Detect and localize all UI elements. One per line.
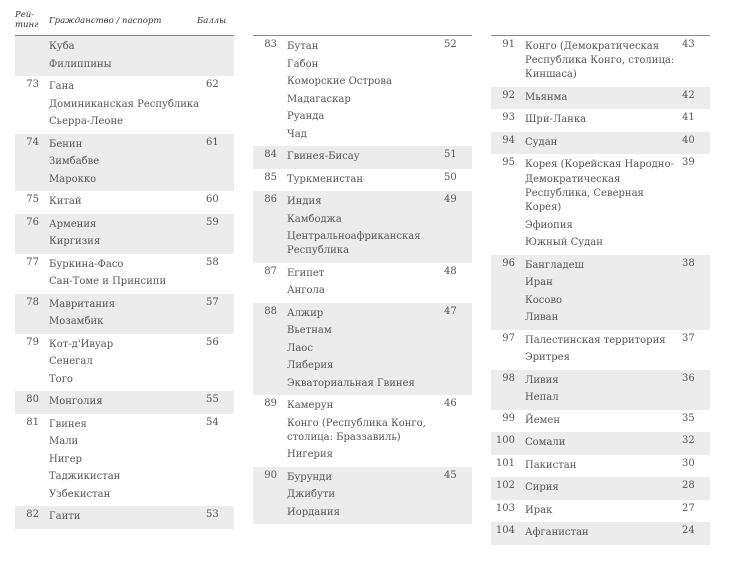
rank-cell: 94 <box>502 134 515 146</box>
country-list <box>525 38 682 86</box>
table-row <box>253 395 472 467</box>
country-list <box>525 89 682 109</box>
country-name: Марокко <box>49 173 97 185</box>
country-name: Иран <box>525 277 553 289</box>
country-name: Зимбабве <box>49 156 100 167</box>
table-row <box>15 334 234 392</box>
country-name: Гаити <box>49 511 81 522</box>
table-row <box>491 432 710 455</box>
country-name: Камбоджа <box>287 213 342 225</box>
score-cell: 58 <box>206 256 219 268</box>
country-list <box>49 38 206 75</box>
country-list <box>525 479 682 499</box>
country-name: Мозамбик <box>49 316 104 327</box>
country-name: Габон <box>287 58 319 70</box>
ranking-column-2 <box>253 35 472 524</box>
country-list <box>287 397 444 466</box>
table-row <box>253 467 472 525</box>
rank-cell: 104 <box>495 525 515 537</box>
country-list <box>49 78 206 133</box>
country-name: Сирия <box>525 482 559 494</box>
table-row <box>253 146 472 169</box>
country-name: Коморские Острова <box>287 76 392 87</box>
score-cell: 51 <box>444 149 457 160</box>
score-cell: 39 <box>682 157 695 169</box>
country-list <box>525 257 682 329</box>
country-name: Судан <box>525 136 558 148</box>
country-name: Гана <box>49 81 75 92</box>
country-list <box>525 111 682 131</box>
score-cell: 45 <box>444 469 457 481</box>
rank-header: Рей-тинг <box>15 10 39 30</box>
country-name: Южный Судан <box>525 237 603 249</box>
table-header <box>15 10 234 35</box>
country-list <box>287 38 444 145</box>
country-name: Ангола <box>287 285 325 297</box>
score-cell: 61 <box>206 136 219 148</box>
rank-cell: 101 <box>495 457 515 469</box>
score-cell: 37 <box>682 332 695 344</box>
country-list <box>525 372 682 409</box>
country-list <box>287 265 444 302</box>
country-list <box>525 156 682 253</box>
country-name: Ирак <box>525 504 553 516</box>
rank-cell: 85 <box>264 171 277 183</box>
score-cell: 41 <box>682 112 695 124</box>
score-cell: 53 <box>206 509 219 520</box>
country-name: Нигер <box>49 453 82 465</box>
score-cell: 62 <box>206 79 219 90</box>
country-name: Сьерра-Леоне <box>49 116 124 127</box>
ranking-column-1 <box>15 35 234 529</box>
country-list <box>49 193 206 213</box>
country-name: Руанда <box>287 111 325 122</box>
country-list <box>287 469 444 524</box>
rank-cell: 88 <box>264 305 277 317</box>
table-row <box>15 414 234 507</box>
country-name: Конго (Республика Конго, столица: Браззавиль) <box>287 417 426 443</box>
table-row <box>15 134 234 192</box>
country-name: Афганистан <box>525 527 589 539</box>
score-cell: 57 <box>206 296 219 308</box>
country-list <box>525 457 682 477</box>
country-list <box>49 393 206 413</box>
country-name: Египет <box>287 267 325 279</box>
rank-cell: 83 <box>264 39 277 50</box>
score-cell: 24 <box>682 525 695 537</box>
score-header: Баллы <box>197 16 227 26</box>
country-name: Мавритания <box>49 298 116 310</box>
rank-cell: 95 <box>502 157 515 169</box>
rank-cell: 80 <box>26 394 39 405</box>
table-row <box>491 477 710 500</box>
table-row <box>15 294 234 334</box>
country-name: Косово <box>525 294 563 306</box>
country-name: Филиппины <box>49 58 112 70</box>
table-row <box>253 169 472 192</box>
country-name: Бенин <box>49 138 83 150</box>
table-row <box>491 330 710 370</box>
country-name: Узбекистан <box>49 488 111 500</box>
country-name: Мадагаскар <box>287 93 351 105</box>
country-name: Корея (Корейская Народно-Демократическая Республика, Северная Корея) <box>525 159 674 214</box>
country-list <box>525 502 682 522</box>
country-name: Мали <box>49 436 79 447</box>
country-name: Таджикистан <box>49 471 121 482</box>
table-row <box>15 254 234 294</box>
country-list <box>49 416 206 506</box>
country-list <box>525 134 682 154</box>
country-list <box>49 136 206 191</box>
rank-cell: 84 <box>264 149 277 160</box>
country-name: Иордания <box>287 506 340 518</box>
rank-cell: 100 <box>495 435 515 447</box>
country-name: Эритрея <box>525 352 570 364</box>
country-name: Того <box>49 373 73 385</box>
country-list <box>287 171 444 191</box>
score-cell: 47 <box>444 305 457 317</box>
country-name: Чад <box>287 128 307 140</box>
table-row <box>491 109 710 132</box>
country-list <box>287 193 444 262</box>
score-cell: 28 <box>682 480 695 492</box>
rank-cell: 97 <box>502 332 515 344</box>
country-name: Армения <box>49 218 97 230</box>
country-name: Экваториальная Гвинея <box>287 377 415 389</box>
country-list <box>287 305 444 395</box>
country-name: Алжир <box>287 307 324 319</box>
country-name: Кот-д'Ивуар <box>49 338 114 350</box>
table-row <box>491 255 710 330</box>
country-name: Лаос <box>287 342 313 354</box>
rank-cell: 73 <box>26 79 39 90</box>
country-header: Гражданство / паспорт <box>49 16 162 26</box>
country-name: Пакистан <box>525 459 577 471</box>
rank-cell: 76 <box>26 216 39 228</box>
country-list <box>525 524 682 544</box>
rank-cell: 86 <box>264 194 277 205</box>
country-list <box>525 434 682 454</box>
country-name: Гвинея <box>49 418 87 430</box>
rank-cell: 82 <box>26 509 39 520</box>
score-cell: 52 <box>444 39 457 50</box>
rank-cell: 77 <box>26 256 39 268</box>
country-name: Бутан <box>287 41 319 52</box>
country-name: Непал <box>525 392 559 404</box>
score-cell: 59 <box>206 216 219 228</box>
score-cell: 50 <box>444 171 457 183</box>
rank-cell: 81 <box>26 416 39 428</box>
rank-cell: 78 <box>26 296 39 308</box>
table-row <box>15 391 234 414</box>
country-name: Сомали <box>525 437 566 449</box>
table-row <box>253 36 472 146</box>
rank-cell: 99 <box>502 412 515 424</box>
table-row <box>253 263 472 303</box>
country-name: Бурунди <box>287 471 333 483</box>
rank-cell: 98 <box>502 372 515 384</box>
score-cell: 46 <box>444 398 457 410</box>
score-cell: 30 <box>682 457 695 469</box>
country-list <box>49 296 206 333</box>
country-list <box>287 148 444 168</box>
score-cell: 49 <box>444 194 457 205</box>
table-row <box>491 500 710 523</box>
country-name: Центральноафриканская Республика <box>287 231 421 257</box>
score-cell: 32 <box>682 435 695 447</box>
table-row <box>491 370 710 410</box>
country-name: Ливия <box>525 374 559 386</box>
country-name: Нигерия <box>287 449 333 461</box>
score-cell: 48 <box>444 265 457 277</box>
score-cell: 35 <box>682 412 695 424</box>
score-cell: 40 <box>682 134 695 146</box>
country-name: Куба <box>49 41 75 52</box>
score-cell: 43 <box>682 39 695 50</box>
table-row <box>491 132 710 155</box>
country-list <box>49 256 206 293</box>
table-row <box>491 36 710 87</box>
rank-cell: 75 <box>26 194 39 205</box>
country-name: Индия <box>287 196 322 207</box>
table-row <box>491 87 710 110</box>
country-name: Вьетнам <box>287 325 332 337</box>
country-name: Монголия <box>49 396 103 407</box>
country-name: Ливан <box>525 312 559 324</box>
table-row <box>253 303 472 396</box>
table-row <box>15 214 234 254</box>
rank-cell: 87 <box>264 265 277 277</box>
country-name: Мьянма <box>525 91 568 103</box>
country-name: Йемен <box>525 414 560 426</box>
table-row <box>491 154 710 254</box>
country-name: Палестинская территория <box>525 334 666 346</box>
country-name: Конго (Демократическая Республика Конго, столица: Киншаса) <box>525 41 675 81</box>
country-name: Джибути <box>287 489 336 501</box>
rank-cell: 103 <box>495 502 515 514</box>
country-name: Шри-Ланка <box>525 114 587 126</box>
country-name: Киргизия <box>49 236 101 247</box>
table-row <box>15 76 234 134</box>
rank-cell: 74 <box>26 136 39 148</box>
table-row <box>491 522 710 545</box>
country-list <box>525 332 682 369</box>
ranking-column-3 <box>491 35 710 545</box>
rank-cell: 90 <box>264 469 277 481</box>
score-cell: 36 <box>682 372 695 384</box>
table-row <box>15 35 234 76</box>
country-list <box>525 412 682 432</box>
score-cell: 27 <box>682 502 695 514</box>
country-name: Эфиопия <box>525 219 573 231</box>
score-cell: 60 <box>206 194 219 205</box>
table-row <box>491 455 710 478</box>
country-name: Либерия <box>287 360 334 372</box>
rank-cell: 79 <box>26 336 39 348</box>
score-cell: 55 <box>206 394 219 405</box>
table-row <box>253 191 472 263</box>
table-row <box>491 410 710 433</box>
score-cell: 56 <box>206 336 219 348</box>
country-list <box>49 508 206 528</box>
table-row <box>15 191 234 214</box>
country-name: Китай <box>49 196 82 207</box>
score-cell: 38 <box>682 257 695 269</box>
country-name: Доминиканская Республика <box>49 98 200 110</box>
rank-cell: 102 <box>495 480 515 492</box>
rank-cell: 93 <box>502 112 515 124</box>
country-name: Сенегал <box>49 356 93 367</box>
country-name: Бангладеш <box>525 259 584 271</box>
score-cell: 54 <box>206 416 219 428</box>
country-name: Гвинея-Бисау <box>287 151 360 162</box>
country-name: Туркменистан <box>287 173 363 185</box>
country-name: Буркина-Фасо <box>49 258 124 270</box>
country-list <box>49 216 206 253</box>
score-cell: 42 <box>682 89 695 101</box>
country-list <box>49 336 206 391</box>
country-name: Сан-Томе и Принсипи <box>49 276 167 287</box>
rank-cell: 91 <box>502 39 515 50</box>
rank-cell: 92 <box>502 89 515 101</box>
table-row <box>15 506 234 529</box>
rank-cell: 96 <box>502 257 515 269</box>
rank-cell: 89 <box>264 398 277 410</box>
country-name: Камерун <box>287 400 334 412</box>
